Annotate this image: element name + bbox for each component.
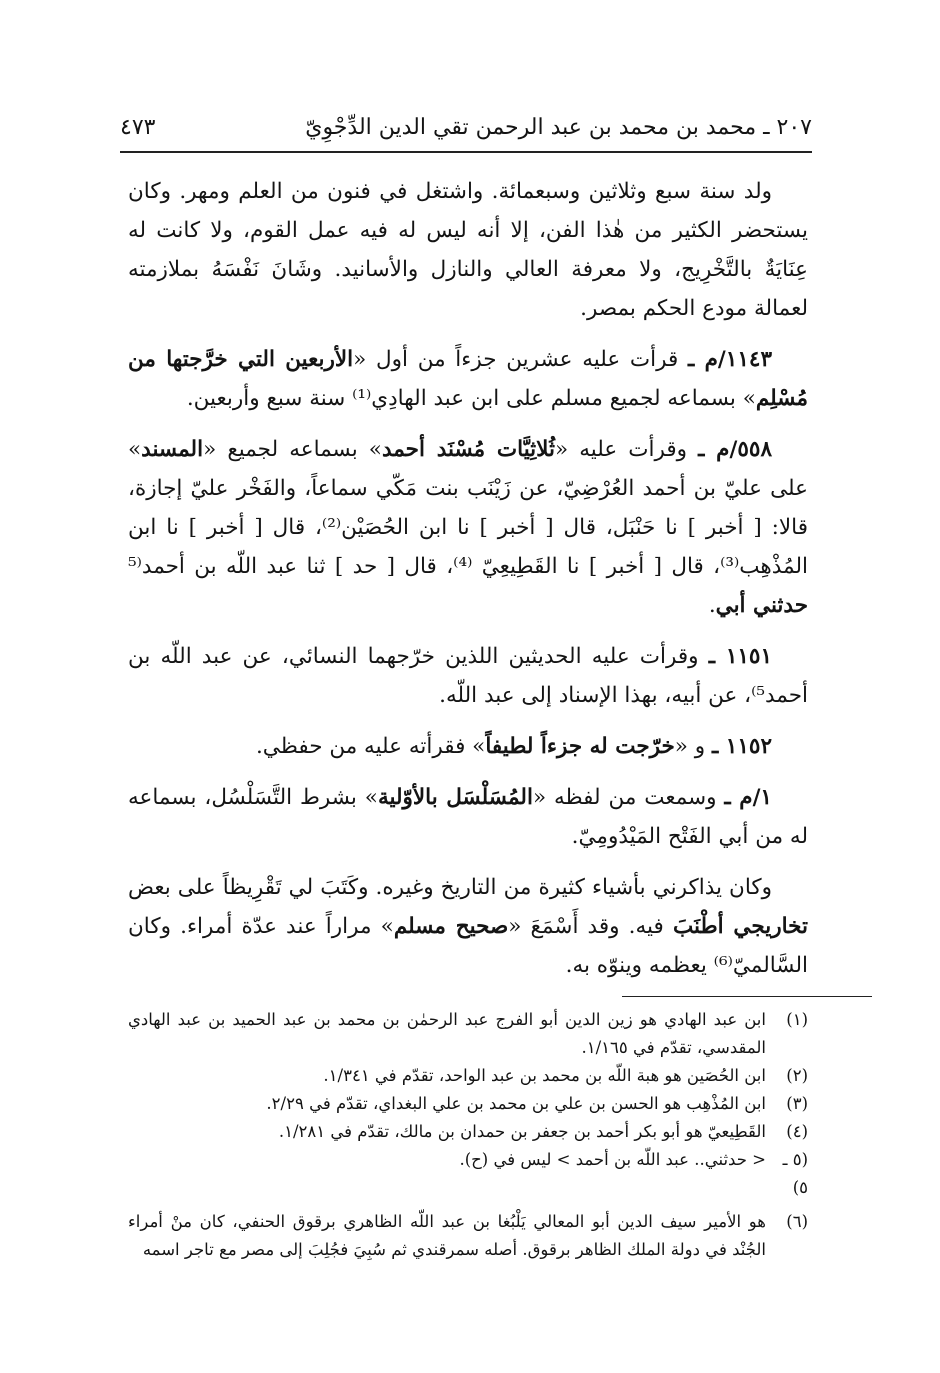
footnotes [128,1006,808,1264]
footnote-number: (٦) [786,1212,808,1231]
paragraph-1152: ١١٥٢ ـ و «خرّجت له جزءاً لطيفاً» فقرأته عليه من حفظي. [255,734,772,759]
header-title: ٢٠٧ ـ محمد بن محمد بن عبد الرحمن تقي الدين الدِّجْوِيّ [305,115,812,140]
footnote [128,1006,808,1062]
footnote-number: (٢) [786,1066,808,1085]
header-divider [120,151,812,153]
paragraph-1151: ١١٥١ ـ وقرأت عليه الحديثين اللذين خرّجهما النسائي، عن عبد اللّه بن أحمد⁵⁾، عن أبيه، بهذا الإسناد إلى عبد اللّه. [128,644,808,708]
footnote-text: ابن عبد الهادي هو زين الدين أبو الفرج عبد الرحمٰن بن محمد بن عبد الحميد بن عبد الهادي المقدسي، تقدّم في ١/١٦٥. [128,1010,766,1057]
entry-number: ١١٥٢ ـ [712,734,772,759]
footnote-text: هو الأمير سيف الدين أبو المعالي يَلْبُغا بن عبد اللّه الظاهري برقوق الحنفي، كان منْ أمراء الجُنْد في دولة الملك الظاهر برقوق. أصله سمرقندي ثم سُبِيَ فجُلِبَ إلى مصر مع تاجر اسمه [128,1212,766,1259]
footnote [128,1118,808,1146]
footnote-text: < حدثني.. عبد اللّه بن أحمد > ليس في (ح). [459,1150,766,1169]
paragraph-1m: ١/م ـ وسمعت من لفظه «المُسَلْسَل بالأوّلية» بشرط التَّسَلْسُل، بسماعه له من أبي الفَتْح المَيْدُومِيّ. [128,785,808,849]
running-header [120,100,812,140]
footnote-text: القَطِيعيّ هو أبو بكر أحمد بن جعفر بن حمدان بن مالك، تقدّم في ١/٢٨١. [278,1122,766,1141]
footnote-divider [622,996,872,997]
footnote [128,1208,808,1264]
entry-number: ٥٥٨/م ـ [698,437,772,462]
main-text [128,172,808,985]
paragraph-558: ٥٥٨/م ـ وقرأت عليه «ثُلاثِيَّات مُسْنَد أحمد» بسماعه لجميع «المسند» على عليّ بن أحمد العُرْضِيّ، عن زَيْنَب بنت مَكّي سماعاً، والفَخْر عليّ إجازة، قالا: [ أخبر ] نا حَنْبَل، قال [ أخبر ] نا ابن الحُصَيْن⁽²⁾، قال [ أخبر ] نا ابن المُذْهِب⁽³⁾، قال [ أخبر ] نا القَطِيعِيّ ⁽⁴⁾، قال [ حد ] ثنا عبد اللّه بن أحمد⁽⁵ حدثني أبي. [128,437,808,618]
footnote-number: (٣) [786,1094,808,1113]
page-number: ٤٧٣ [120,115,156,140]
entry-number: ١/م ـ [724,785,772,810]
footnote [128,1062,808,1090]
footnote [128,1146,808,1202]
footnote [128,1090,808,1118]
footnote-text: ابن الحُصَين هو هبة اللّه بن محمد بن عبد الواحد، تقدّم في ١/٣٤١. [323,1066,766,1085]
paragraph-biography: ولد سنة سبع وثلاثين وسبعمائة. واشتغل في فنون من العلم ومهر. وكان يستحضر الكثير من هٰذا الفن، إلا أنه ليس له فيه عمل القوم، ولا كانت له عِنَايَةٌ بالتَّخْرِيج، ولا معرفة العالي والنازل والأسانيد. وشَانَ نَفْسَهُ بملازمته لعمالة مودع الحكم بمصر. [128,179,809,321]
footnote-number: (١) [786,1010,808,1029]
entry-number: ١١٥١ ـ [708,644,773,669]
footnote-number: (٤) [786,1122,808,1141]
entry-number: ١١٤٣/م ـ [687,347,772,372]
footnote-number: (٥ ـ ٥) [782,1150,808,1197]
footnote-text: ابن المُذْهِب هو الحسن بن علي بن محمد بن علي البغداي، تقدّم في ٢/٢٩. [266,1094,766,1113]
paragraph-closing: وكان يذاكرني بأشياء كثيرة من التاريخ وغيره. وكَتَبَ لي تَقْرِيظاً على بعض تخاريجي أطْنَبَ فيه. وقد أَسْمَعَ «صحيح مسلم» مراراً عند عدّة أمراء. وكان السَّالميّ⁽⁶⁾ يعظمه وينوّه به. [128,875,808,978]
paragraph-1143: ١١٤٣/م ـ قرأت عليه عشرين جزءاً من أول «الأربعين التي خرَّجتها من مُسْلِم» بسماعه لجميع مسلم على ابن عبد الهادِي⁽¹⁾ سنة سبع وأربعين. [128,347,808,411]
